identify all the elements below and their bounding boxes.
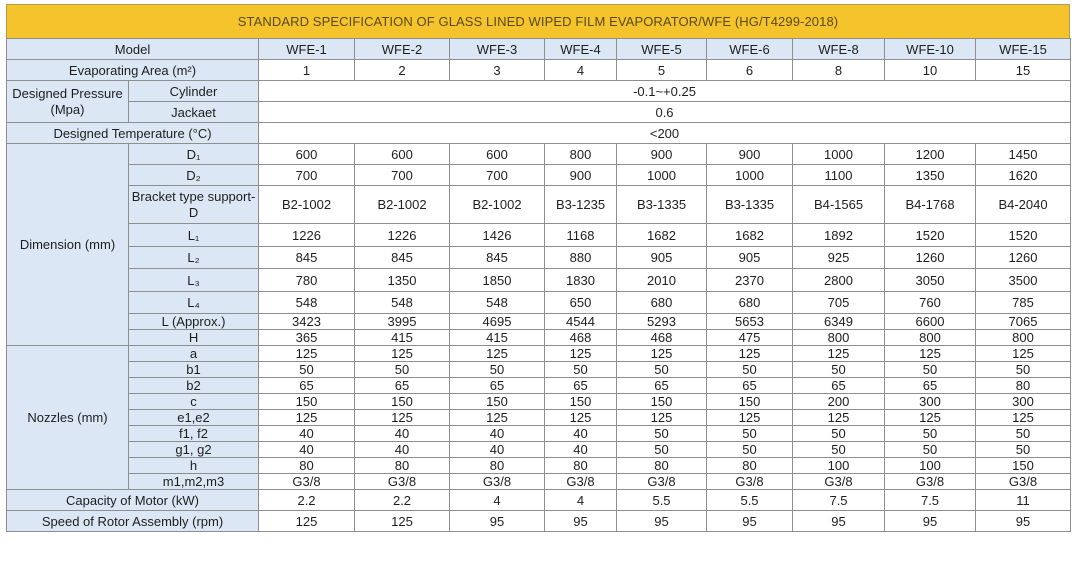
nozzle-value: 50 xyxy=(976,362,1071,378)
dimension-value: 415 xyxy=(355,330,450,346)
nozzle-value: 300 xyxy=(976,394,1071,410)
nozzle-item-label: b1 xyxy=(129,362,259,378)
nozzle-value: G3/8 xyxy=(976,474,1071,490)
area-value: 5 xyxy=(617,60,707,81)
nozzle-value: 125 xyxy=(450,346,545,362)
nozzle-value: 50 xyxy=(617,442,707,458)
dimension-value: 1520 xyxy=(976,224,1071,247)
nozzle-value: 65 xyxy=(545,378,617,394)
dimension-value: 780 xyxy=(259,269,355,292)
nozzle-item-label: a xyxy=(129,346,259,362)
pressure-label: Designed Pressure (Mpa) xyxy=(7,81,129,123)
pressure-jacket-row xyxy=(7,102,1071,123)
rotor-value: 125 xyxy=(259,511,355,532)
dimension-value: 1850 xyxy=(450,269,545,292)
nozzle-value: 50 xyxy=(355,362,450,378)
dimension-value: 680 xyxy=(707,292,793,314)
motor-value: 5.5 xyxy=(617,490,707,511)
nozzle-value: G3/8 xyxy=(450,474,545,490)
dimension-value: 650 xyxy=(545,292,617,314)
dimension-item-label: Bracket type support-D xyxy=(129,186,259,224)
dimension-value: 845 xyxy=(259,247,355,269)
dimension-value: 800 xyxy=(885,330,976,346)
nozzle-row xyxy=(7,474,1071,490)
area-value: 1 xyxy=(259,60,355,81)
dimension-row xyxy=(7,224,1071,247)
model-name: WFE-2 xyxy=(355,39,450,60)
nozzle-value: 50 xyxy=(545,362,617,378)
dimension-value: 468 xyxy=(545,330,617,346)
dimension-value: 3995 xyxy=(355,314,450,330)
dimension-value: 1100 xyxy=(793,165,885,186)
nozzle-value: 40 xyxy=(450,426,545,442)
nozzles-label: Nozzles (mm) xyxy=(7,346,129,490)
nozzle-value: 150 xyxy=(450,394,545,410)
rotor-value: 95 xyxy=(976,511,1071,532)
dimension-value: 1620 xyxy=(976,165,1071,186)
dimension-value: 3050 xyxy=(885,269,976,292)
rotor-row xyxy=(7,511,1071,532)
nozzle-value: G3/8 xyxy=(617,474,707,490)
model-name: WFE-3 xyxy=(450,39,545,60)
dimension-item-label: H xyxy=(129,330,259,346)
nozzle-row xyxy=(7,394,1071,410)
nozzle-value: 50 xyxy=(976,426,1071,442)
dimension-value: 7065 xyxy=(976,314,1071,330)
dimension-row xyxy=(7,269,1071,292)
area-value: 2 xyxy=(355,60,450,81)
model-name: WFE-5 xyxy=(617,39,707,60)
model-name: WFE-1 xyxy=(259,39,355,60)
nozzle-value: 125 xyxy=(707,410,793,426)
spec-table-body xyxy=(7,39,1071,532)
dimension-value: 4695 xyxy=(450,314,545,330)
dimension-label: Dimension (mm) xyxy=(7,144,129,346)
nozzle-value: 100 xyxy=(885,458,976,474)
dimension-value: 6349 xyxy=(793,314,885,330)
sheet-title: STANDARD SPECIFICATION OF GLASS LINED WIPED FILM EVAPORATOR/WFE (HG/T4299-2018) xyxy=(6,4,1070,38)
nozzle-value: 150 xyxy=(976,458,1071,474)
dimension-value: B4-1768 xyxy=(885,186,976,224)
area-value: 3 xyxy=(450,60,545,81)
nozzle-value: 50 xyxy=(259,362,355,378)
dimension-value: 900 xyxy=(545,165,617,186)
nozzle-value: 50 xyxy=(885,362,976,378)
nozzle-value: 80 xyxy=(707,458,793,474)
nozzle-value: 80 xyxy=(355,458,450,474)
nozzle-item-label: e1,e2 xyxy=(129,410,259,426)
nozzle-row xyxy=(7,442,1071,458)
dimension-row xyxy=(7,330,1071,346)
motor-value: 5.5 xyxy=(707,490,793,511)
motor-label: Capacity of Motor (kW) xyxy=(7,490,259,511)
nozzle-value: 80 xyxy=(259,458,355,474)
nozzle-value: 125 xyxy=(259,410,355,426)
dimension-value: 5293 xyxy=(617,314,707,330)
model-name: WFE-6 xyxy=(707,39,793,60)
nozzle-value: 125 xyxy=(617,410,707,426)
nozzle-value: 150 xyxy=(355,394,450,410)
dimension-value: 705 xyxy=(793,292,885,314)
dimension-item-label: L₂ xyxy=(129,247,259,269)
dimension-row xyxy=(7,314,1071,330)
header-row xyxy=(7,39,1071,60)
dimension-value: 548 xyxy=(259,292,355,314)
dimension-value: B2-1002 xyxy=(259,186,355,224)
dimension-value: 900 xyxy=(707,144,793,165)
area-value: 4 xyxy=(545,60,617,81)
dimension-value: 468 xyxy=(617,330,707,346)
dimension-value: 905 xyxy=(707,247,793,269)
dimension-item-label: D₂ xyxy=(129,165,259,186)
dimension-value: 680 xyxy=(617,292,707,314)
nozzle-value: 100 xyxy=(793,458,885,474)
dimension-item-label: D₁ xyxy=(129,144,259,165)
dimension-value: 3423 xyxy=(259,314,355,330)
nozzle-item-label: c xyxy=(129,394,259,410)
jacket-label: Jackaet xyxy=(129,102,259,123)
nozzle-value: 50 xyxy=(707,442,793,458)
nozzle-item-label: b2 xyxy=(129,378,259,394)
dimension-value: 1682 xyxy=(617,224,707,247)
dimension-row xyxy=(7,165,1071,186)
dimension-value: 1830 xyxy=(545,269,617,292)
nozzle-value: 65 xyxy=(617,378,707,394)
nozzle-value: 125 xyxy=(707,346,793,362)
dimension-item-label: L₁ xyxy=(129,224,259,247)
nozzle-value: 40 xyxy=(355,442,450,458)
dimension-value: B3-1235 xyxy=(545,186,617,224)
dimension-item-label: L (Approx.) xyxy=(129,314,259,330)
dimension-value: 2800 xyxy=(793,269,885,292)
motor-value: 2.2 xyxy=(355,490,450,511)
dimension-value: 5653 xyxy=(707,314,793,330)
motor-value: 7.5 xyxy=(793,490,885,511)
temperature-row xyxy=(7,123,1071,144)
nozzle-value: 125 xyxy=(259,346,355,362)
nozzle-value: 50 xyxy=(707,362,793,378)
dimension-value: 800 xyxy=(976,330,1071,346)
dimension-value: 1000 xyxy=(707,165,793,186)
rotor-label: Speed of Rotor Assembly (rpm) xyxy=(7,511,259,532)
dimension-value: B3-1335 xyxy=(617,186,707,224)
dimension-row xyxy=(7,247,1071,269)
nozzle-value: 65 xyxy=(707,378,793,394)
nozzle-value: 65 xyxy=(450,378,545,394)
nozzle-value: G3/8 xyxy=(545,474,617,490)
rotor-value: 95 xyxy=(885,511,976,532)
nozzle-value: G3/8 xyxy=(885,474,976,490)
dimension-value: 1226 xyxy=(259,224,355,247)
dimension-value: 1000 xyxy=(617,165,707,186)
nozzle-value: 40 xyxy=(355,426,450,442)
dimension-value: 800 xyxy=(545,144,617,165)
model-name: WFE-4 xyxy=(545,39,617,60)
dimension-value: 1168 xyxy=(545,224,617,247)
dimension-value: 845 xyxy=(450,247,545,269)
nozzle-value: 65 xyxy=(885,378,976,394)
dimension-value: 845 xyxy=(355,247,450,269)
nozzle-value: 125 xyxy=(885,346,976,362)
nozzle-value: 125 xyxy=(545,346,617,362)
dimension-row xyxy=(7,186,1071,224)
nozzle-value: 125 xyxy=(793,346,885,362)
nozzle-value: 125 xyxy=(976,410,1071,426)
dimension-value: 1682 xyxy=(707,224,793,247)
nozzle-value: 65 xyxy=(793,378,885,394)
area-label: Evaporating Area (m²) xyxy=(7,60,259,81)
nozzle-value: 50 xyxy=(885,442,976,458)
nozzle-row xyxy=(7,458,1071,474)
dimension-value: 2370 xyxy=(707,269,793,292)
nozzle-row xyxy=(7,378,1071,394)
nozzle-item-label: h xyxy=(129,458,259,474)
dimension-value: 700 xyxy=(355,165,450,186)
dimension-value: 1426 xyxy=(450,224,545,247)
rotor-value: 95 xyxy=(617,511,707,532)
motor-value: 4 xyxy=(450,490,545,511)
nozzle-value: G3/8 xyxy=(793,474,885,490)
area-value: 8 xyxy=(793,60,885,81)
dimension-row xyxy=(7,292,1071,314)
dimension-value: 1892 xyxy=(793,224,885,247)
nozzle-value: 125 xyxy=(355,346,450,362)
spec-table xyxy=(6,38,1071,532)
nozzle-value: 40 xyxy=(545,442,617,458)
nozzle-value: 125 xyxy=(793,410,885,426)
cylinder-label: Cylinder xyxy=(129,81,259,102)
rotor-value: 95 xyxy=(707,511,793,532)
dimension-value: 1450 xyxy=(976,144,1071,165)
dimension-item-label: L₃ xyxy=(129,269,259,292)
nozzle-value: G3/8 xyxy=(259,474,355,490)
dimension-value: 4544 xyxy=(545,314,617,330)
dimension-item-label: L₄ xyxy=(129,292,259,314)
nozzle-value: 40 xyxy=(259,442,355,458)
motor-value: 4 xyxy=(545,490,617,511)
nozzle-value: 50 xyxy=(617,362,707,378)
temperature-label: Designed Temperature (°C) xyxy=(7,123,259,144)
nozzle-value: 50 xyxy=(793,426,885,442)
nozzle-value: 80 xyxy=(617,458,707,474)
nozzle-row xyxy=(7,426,1071,442)
cylinder-value: -0.1~+0.25 xyxy=(259,81,1071,102)
nozzle-value: 80 xyxy=(545,458,617,474)
nozzle-row xyxy=(7,346,1071,362)
motor-row xyxy=(7,490,1071,511)
dimension-row xyxy=(7,144,1071,165)
dimension-value: 785 xyxy=(976,292,1071,314)
nozzle-value: 200 xyxy=(793,394,885,410)
dimension-value: B4-1565 xyxy=(793,186,885,224)
dimension-value: 475 xyxy=(707,330,793,346)
dimension-value: 2010 xyxy=(617,269,707,292)
dimension-value: 3500 xyxy=(976,269,1071,292)
dimension-value: 1350 xyxy=(355,269,450,292)
dimension-value: B2-1002 xyxy=(355,186,450,224)
dimension-value: 6600 xyxy=(885,314,976,330)
dimension-value: 760 xyxy=(885,292,976,314)
nozzle-value: 150 xyxy=(707,394,793,410)
nozzle-value: 80 xyxy=(450,458,545,474)
dimension-value: 925 xyxy=(793,247,885,269)
nozzle-value: 150 xyxy=(259,394,355,410)
dimension-value: 1350 xyxy=(885,165,976,186)
nozzle-value: 50 xyxy=(793,442,885,458)
nozzle-value: 125 xyxy=(355,410,450,426)
dimension-value: 1226 xyxy=(355,224,450,247)
nozzle-value: 50 xyxy=(450,362,545,378)
dimension-value: 700 xyxy=(259,165,355,186)
area-row xyxy=(7,60,1071,81)
dimension-value: 1260 xyxy=(976,247,1071,269)
dimension-value: 800 xyxy=(793,330,885,346)
nozzle-value: 150 xyxy=(617,394,707,410)
pressure-cylinder-row xyxy=(7,81,1071,102)
motor-value: 2.2 xyxy=(259,490,355,511)
model-name: WFE-10 xyxy=(885,39,976,60)
nozzle-value: 40 xyxy=(450,442,545,458)
model-name: WFE-15 xyxy=(976,39,1071,60)
temperature-value: <200 xyxy=(259,123,1071,144)
motor-value: 7.5 xyxy=(885,490,976,511)
nozzle-value: 125 xyxy=(545,410,617,426)
nozzle-row xyxy=(7,362,1071,378)
area-value: 10 xyxy=(885,60,976,81)
nozzle-value: 40 xyxy=(545,426,617,442)
nozzle-value: 125 xyxy=(617,346,707,362)
dimension-value: B3-1335 xyxy=(707,186,793,224)
nozzle-item-label: m1,m2,m3 xyxy=(129,474,259,490)
nozzle-value: 125 xyxy=(976,346,1071,362)
dimension-value: 900 xyxy=(617,144,707,165)
dimension-value: 365 xyxy=(259,330,355,346)
model-label: Model xyxy=(7,39,259,60)
rotor-value: 95 xyxy=(793,511,885,532)
nozzle-value: 50 xyxy=(885,426,976,442)
dimension-value: 880 xyxy=(545,247,617,269)
nozzle-row xyxy=(7,410,1071,426)
dimension-value: 548 xyxy=(355,292,450,314)
nozzle-item-label: g1, g2 xyxy=(129,442,259,458)
nozzle-value: 50 xyxy=(617,426,707,442)
jacket-value: 0.6 xyxy=(259,102,1071,123)
nozzle-value: 150 xyxy=(545,394,617,410)
dimension-value: 600 xyxy=(355,144,450,165)
area-value: 6 xyxy=(707,60,793,81)
nozzle-value: 50 xyxy=(793,362,885,378)
dimension-value: 905 xyxy=(617,247,707,269)
motor-value: 11 xyxy=(976,490,1071,511)
dimension-value: 1200 xyxy=(885,144,976,165)
area-value: 15 xyxy=(976,60,1071,81)
dimension-value: 600 xyxy=(259,144,355,165)
nozzle-value: 125 xyxy=(450,410,545,426)
nozzle-value: 300 xyxy=(885,394,976,410)
nozzle-value: 80 xyxy=(976,378,1071,394)
rotor-value: 95 xyxy=(450,511,545,532)
nozzle-value: 65 xyxy=(355,378,450,394)
nozzle-value: 40 xyxy=(259,426,355,442)
dimension-value: 700 xyxy=(450,165,545,186)
spec-sheet xyxy=(6,4,1070,532)
dimension-value: 1260 xyxy=(885,247,976,269)
dimension-value: 1000 xyxy=(793,144,885,165)
dimension-value: B4-2040 xyxy=(976,186,1071,224)
nozzle-item-label: f1, f2 xyxy=(129,426,259,442)
rotor-value: 125 xyxy=(355,511,450,532)
dimension-value: B2-1002 xyxy=(450,186,545,224)
rotor-value: 95 xyxy=(545,511,617,532)
nozzle-value: 50 xyxy=(707,426,793,442)
dimension-value: 415 xyxy=(450,330,545,346)
nozzle-value: G3/8 xyxy=(707,474,793,490)
model-name: WFE-8 xyxy=(793,39,885,60)
nozzle-value: 65 xyxy=(259,378,355,394)
nozzle-value: G3/8 xyxy=(355,474,450,490)
dimension-value: 1520 xyxy=(885,224,976,247)
dimension-value: 548 xyxy=(450,292,545,314)
dimension-value: 600 xyxy=(450,144,545,165)
nozzle-value: 50 xyxy=(976,442,1071,458)
nozzle-value: 125 xyxy=(885,410,976,426)
